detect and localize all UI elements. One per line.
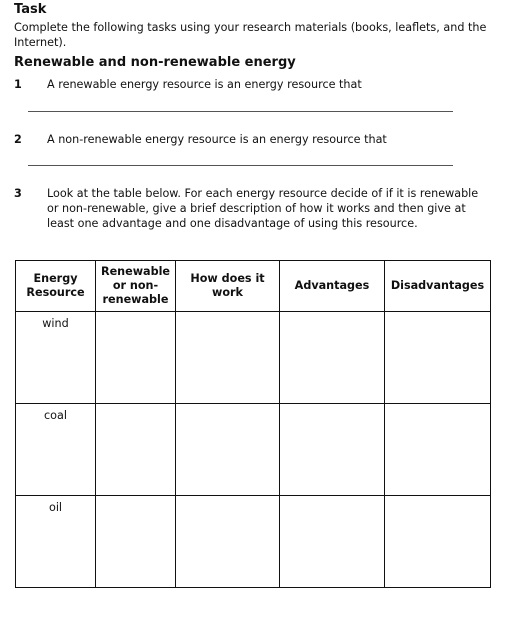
table-row bbox=[16, 496, 491, 588]
renewable-answer-cell[interactable] bbox=[96, 496, 176, 588]
disadvantages-answer-cell[interactable] bbox=[385, 496, 491, 588]
renewable-answer-cell[interactable] bbox=[96, 312, 176, 404]
advantages-answer-cell[interactable] bbox=[280, 312, 385, 404]
how-it-works-answer-cell[interactable] bbox=[176, 496, 280, 588]
question-text: A renewable energy resource is an energy resource that bbox=[47, 78, 362, 91]
resource-cell: oil bbox=[16, 496, 96, 588]
disadvantages-answer-cell[interactable] bbox=[385, 312, 491, 404]
resource-cell: wind bbox=[16, 312, 96, 404]
question-text: Look at the table below. For each energy resource decide of if it is renewable or non-renewable, give a brief description of how it works and then give at least one advantage and one disadvantage of using this resource. bbox=[47, 187, 479, 230]
header-renewable: Renewable or non-renewable bbox=[96, 261, 176, 312]
table-header-row bbox=[16, 261, 491, 312]
header-advantages: Advantages bbox=[280, 261, 385, 312]
answer-line-1[interactable] bbox=[28, 111, 453, 112]
header-how-it-works: How does it work bbox=[176, 261, 280, 312]
resource-cell: coal bbox=[16, 404, 96, 496]
advantages-answer-cell[interactable] bbox=[280, 496, 385, 588]
table-row bbox=[16, 404, 491, 496]
table-row bbox=[16, 312, 491, 404]
task-intro: Complete the following tasks using your research materials (books, leaflets, and the Internet). bbox=[14, 21, 487, 49]
task-heading: Task bbox=[14, 2, 47, 17]
answer-line-2[interactable] bbox=[28, 165, 453, 166]
question-number: 3 bbox=[14, 187, 22, 200]
advantages-answer-cell[interactable] bbox=[280, 404, 385, 496]
energy-resource-table bbox=[15, 260, 491, 588]
header-energy-resource: Energy Resource bbox=[16, 261, 96, 312]
disadvantages-answer-cell[interactable] bbox=[385, 404, 491, 496]
question-number: 1 bbox=[14, 78, 22, 91]
how-it-works-answer-cell[interactable] bbox=[176, 404, 280, 496]
renewable-answer-cell[interactable] bbox=[96, 404, 176, 496]
header-disadvantages: Disadvantages bbox=[385, 261, 491, 312]
question-text: A non-renewable energy resource is an energy resource that bbox=[47, 133, 387, 146]
section-heading: Renewable and non-renewable energy bbox=[14, 55, 296, 70]
question-number: 2 bbox=[14, 133, 22, 146]
how-it-works-answer-cell[interactable] bbox=[176, 312, 280, 404]
